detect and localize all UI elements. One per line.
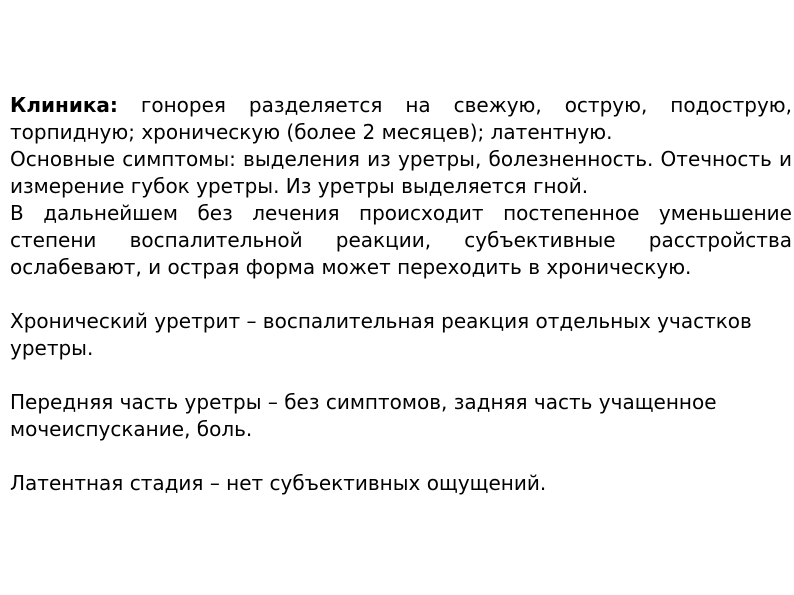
parts-paragraph: Передняя часть уретры – без симптомов, задняя часть учащенное мочеиспускание, боль. <box>10 390 717 441</box>
symptoms-paragraph: Основные симптомы: выделения из уретры, болезненность. Отечность и измерение губок уретры. Из уретры выделяется гной. <box>10 147 792 198</box>
slide-body <box>10 92 792 497</box>
clinic-label: Клиника: <box>10 93 118 117</box>
clinic-text: гонорея разделяется на свежую, острую, подострую, торпидную; хроническую (более 2 месяцев); латентную. <box>10 93 792 144</box>
progression-paragraph: В дальнейшем без лечения происходит постепенное уменьшение степени воспалительной реакции, субъективные расстройства ослабевают, и острая форма может переходить в хроническую. <box>10 201 792 279</box>
latent-paragraph: Латентная стадия – нет субъективных ощущений. <box>10 471 547 495</box>
spacer <box>10 362 792 389</box>
clinic-paragraph <box>10 92 792 146</box>
spacer <box>10 443 792 470</box>
spacer <box>10 281 792 308</box>
chronic-paragraph: Хронический уретрит – воспалительная реакция отдельных участков уретры. <box>10 309 752 360</box>
